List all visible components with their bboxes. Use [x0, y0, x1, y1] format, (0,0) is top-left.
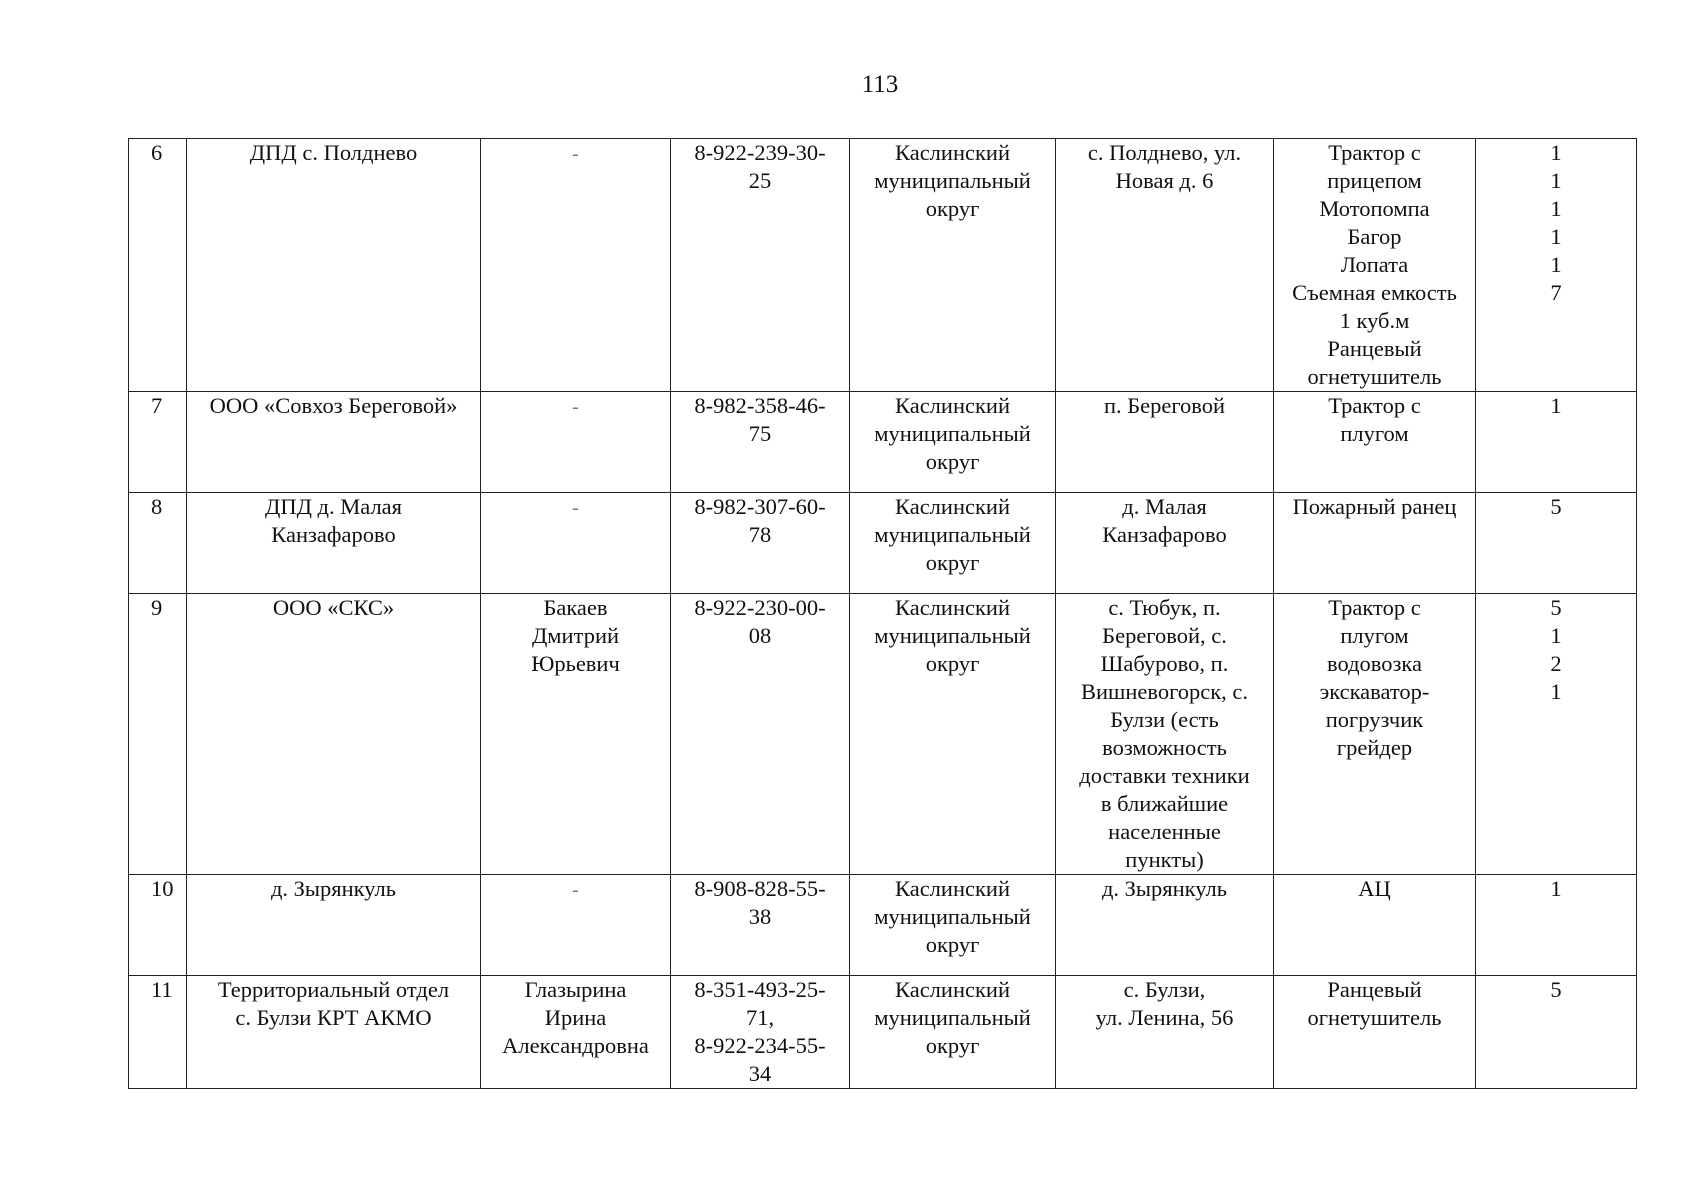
cell-number — [129, 875, 187, 976]
table-row — [129, 594, 1637, 875]
cell-quantity — [1476, 392, 1637, 493]
cell-equipment — [1274, 594, 1476, 875]
equipment-item: водовозка — [1327, 651, 1422, 676]
cell-number-text: 6 — [151, 140, 163, 165]
cell-equipment — [1274, 139, 1476, 392]
cell-equipment — [1274, 875, 1476, 976]
cell-phone — [671, 392, 850, 493]
cell-organization-text: Территориальный отдел с. Булзи КРТ АКМО — [217, 977, 450, 1030]
cell-address-text: с. Булзи, ул. Ленина, 56 — [1095, 977, 1234, 1030]
quantity-value: 2 — [1550, 651, 1562, 676]
cell-district — [850, 976, 1056, 1089]
quantity-value: 1 — [1550, 168, 1562, 193]
table-row — [129, 392, 1637, 493]
cell-responsible-person-text: - — [572, 497, 579, 519]
cell-number — [129, 392, 187, 493]
cell-responsible-person — [481, 493, 671, 594]
cell-phone — [671, 493, 850, 594]
cell-organization-text: ДПД д. Малая Канзафарово — [264, 494, 403, 547]
table-body — [129, 139, 1637, 1089]
cell-organization — [187, 976, 481, 1089]
cell-responsible-person — [481, 139, 671, 392]
cell-organization — [187, 594, 481, 875]
equipment-item: Лопата — [1340, 252, 1409, 277]
quantity-value: 5 — [1550, 977, 1562, 1002]
cell-phone — [671, 594, 850, 875]
cell-number-text: 11 — [151, 977, 173, 1002]
table-row — [129, 139, 1637, 392]
cell-organization-text: ДПД с. Полднево — [249, 140, 418, 165]
cell-phone-text: 8-982-307-60- 78 — [694, 494, 826, 547]
quantity-value: 1 — [1550, 140, 1562, 165]
cell-quantity — [1476, 875, 1637, 976]
equipment-item: Мотопомпа — [1319, 196, 1430, 221]
quantity-value: 1 — [1550, 196, 1562, 221]
equipment-item: Ранцевый огнетушитель — [1307, 336, 1442, 389]
quantity-value: 5 — [1550, 494, 1562, 519]
cell-number — [129, 493, 187, 594]
cell-address — [1056, 139, 1274, 392]
cell-address — [1056, 594, 1274, 875]
cell-district — [850, 875, 1056, 976]
cell-district — [850, 139, 1056, 392]
cell-organization-text: ООО «СКС» — [272, 595, 395, 620]
cell-address — [1056, 392, 1274, 493]
cell-organization-text: ООО «Совхоз Береговой» — [209, 393, 458, 418]
cell-phone — [671, 139, 850, 392]
cell-number — [129, 976, 187, 1089]
cell-quantity — [1476, 493, 1637, 594]
table-row — [129, 875, 1637, 976]
equipment-item: Съемная емкость 1 куб.м — [1292, 280, 1457, 333]
cell-quantity — [1476, 139, 1637, 392]
cell-phone — [671, 875, 850, 976]
cell-number — [129, 594, 187, 875]
cell-district-text: Каслинский муниципальный округ — [874, 876, 1031, 957]
cell-responsible-person-text: Глазырина Ирина Александровна — [502, 977, 649, 1058]
cell-phone-text: 8-922-239-30- 25 — [694, 140, 826, 193]
equipment-item: АЦ — [1358, 876, 1391, 901]
quantity-value: 7 — [1550, 280, 1562, 305]
cell-quantity — [1476, 976, 1637, 1089]
cell-responsible-person — [481, 976, 671, 1089]
cell-address-text: п. Береговой — [1103, 393, 1226, 418]
cell-responsible-person — [481, 594, 671, 875]
quantity-value: 1 — [1550, 393, 1562, 418]
cell-number-text: 10 — [151, 876, 174, 901]
cell-address-text: д. Зырянкуль — [1101, 876, 1228, 901]
cell-district-text: Каслинский муниципальный округ — [874, 494, 1031, 575]
table-row — [129, 493, 1637, 594]
cell-district — [850, 493, 1056, 594]
cell-responsible-person — [481, 875, 671, 976]
quantity-value: 1 — [1550, 876, 1562, 901]
quantity-value: 1 — [1550, 679, 1562, 704]
cell-phone-text: 8-351-493-25- 71, 8-922-234-55- 34 — [694, 977, 826, 1086]
cell-equipment — [1274, 493, 1476, 594]
quantity-value: 1 — [1550, 623, 1562, 648]
equipment-item: экскаватор- погрузчик — [1319, 679, 1430, 732]
equipment-item: Трактор с плугом — [1328, 595, 1421, 648]
cell-address-text: с. Тюбук, п. Береговой, с. Шабурово, п. Вишневогорск, с. Булзи (есть возможность доставки техники в ближайшие населенные пункты) — [1079, 595, 1250, 872]
equipment-item: Багор — [1347, 224, 1402, 249]
cell-district-text: Каслинский муниципальный округ — [874, 140, 1031, 221]
quantity-value: 5 — [1550, 595, 1562, 620]
table-row — [129, 976, 1637, 1089]
cell-responsible-person-text: - — [572, 879, 579, 901]
cell-responsible-person-text: - — [572, 396, 579, 418]
cell-address — [1056, 976, 1274, 1089]
cell-district — [850, 594, 1056, 875]
cell-address — [1056, 875, 1274, 976]
cell-responsible-person — [481, 392, 671, 493]
cell-address-text: с. Полднево, ул. Новая д. 6 — [1087, 140, 1242, 193]
equipment-item: Пожарный ранец — [1292, 494, 1457, 519]
cell-address — [1056, 493, 1274, 594]
cell-phone-text: 8-982-358-46- 75 — [694, 393, 826, 446]
cell-organization-text: д. Зырянкуль — [270, 876, 397, 901]
cell-organization — [187, 493, 481, 594]
cell-phone-text: 8-922-230-00- 08 — [694, 595, 826, 648]
cell-equipment — [1274, 976, 1476, 1089]
cell-district — [850, 392, 1056, 493]
cell-equipment — [1274, 392, 1476, 493]
cell-address-text: д. Малая Канзафарово — [1102, 494, 1227, 547]
cell-phone — [671, 976, 850, 1089]
equipment-item: Трактор с плугом — [1328, 393, 1421, 446]
cell-district-text: Каслинский муниципальный округ — [874, 977, 1031, 1058]
cell-number — [129, 139, 187, 392]
cell-responsible-person-text: Бакаев Дмитрий Юрьевич — [531, 595, 620, 676]
cell-district-text: Каслинский муниципальный округ — [874, 595, 1031, 676]
equipment-item: Ранцевый огнетушитель — [1307, 977, 1442, 1030]
cell-district-text: Каслинский муниципальный округ — [874, 393, 1031, 474]
cell-organization — [187, 139, 481, 392]
quantity-value: 1 — [1550, 252, 1562, 277]
equipment-item: Трактор с прицепом — [1327, 140, 1422, 193]
cell-organization — [187, 875, 481, 976]
cell-number-text: 8 — [151, 494, 163, 519]
cell-quantity — [1476, 594, 1637, 875]
quantity-value: 1 — [1550, 224, 1562, 249]
cell-number-text: 9 — [151, 595, 163, 620]
cell-organization — [187, 392, 481, 493]
equipment-item: грейдер — [1336, 735, 1413, 760]
cell-number-text: 7 — [151, 393, 163, 418]
cell-responsible-person-text: - — [572, 143, 579, 165]
page-number: 113 — [861, 71, 899, 98]
equipment-table — [128, 138, 1637, 1089]
cell-phone-text: 8-908-828-55- 38 — [694, 876, 826, 929]
